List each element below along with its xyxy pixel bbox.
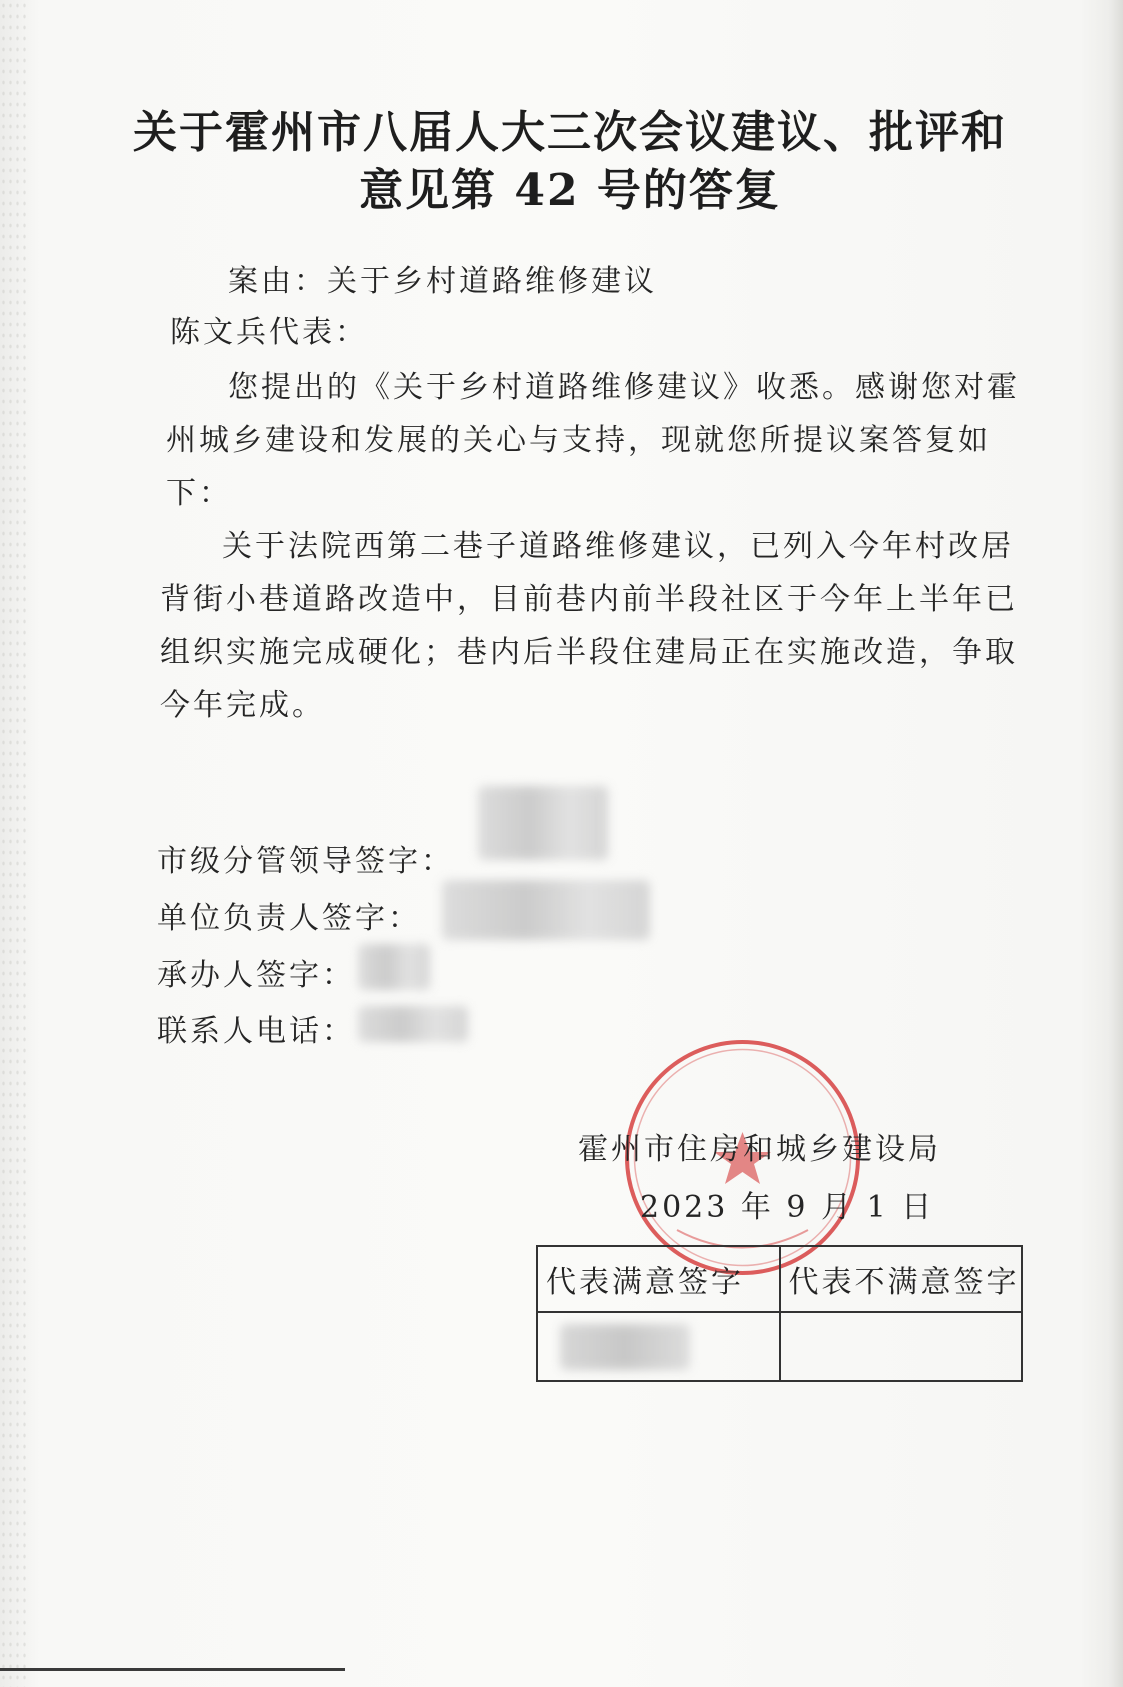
city-leader-signature-label: 市级分管领导签字： — [157, 844, 454, 879]
document-title-line-2: 意见第 42 号的答复 — [359, 165, 781, 216]
unsatisfied-signature-header: 代表不满意签字 — [780, 1246, 1023, 1312]
satisfied-signature-cell — [537, 1312, 780, 1381]
redacted-signature — [478, 786, 608, 860]
case-subject: 案由：关于乡村道路维修建议 — [228, 264, 657, 299]
redacted-signature — [358, 944, 430, 990]
page-edge — [1109, 0, 1123, 1687]
satisfied-signature-header: 代表满意签字 — [537, 1246, 780, 1312]
body-paragraph-2-line-3: 组织实施完成硬化；巷内后半段住建局正在实施改造，争取 — [160, 635, 1018, 670]
body-paragraph-2-line-1: 关于法院西第二巷子道路维修建议，已列入今年村改居 — [222, 529, 1014, 564]
scan-noise — [0, 0, 28, 1687]
handler-signature-label: 承办人签字： — [157, 958, 355, 993]
body-paragraph-1-line-1: 您提出的《关于乡村道路维修建议》收悉。感谢您对霍 — [228, 370, 1020, 405]
redacted-signature — [560, 1324, 690, 1370]
body-paragraph-2-line-4: 今年完成。 — [160, 688, 325, 723]
bottom-rule — [0, 1668, 345, 1671]
redacted-signature — [442, 880, 650, 940]
body-paragraph-1-line-2: 州城乡建设和发展的关心与支持，现就您所提议案答复如 — [166, 423, 991, 458]
feedback-signature-table — [536, 1245, 1023, 1382]
body-paragraph-2-line-2: 背街小巷道路改造中，目前巷内前半段社区于今年上半年已 — [160, 582, 1018, 617]
unsatisfied-signature-cell — [780, 1312, 1023, 1381]
issue-date: 2023 年 9 月 1 日 — [640, 1190, 935, 1225]
body-paragraph-1-line-3: 下： — [166, 476, 232, 511]
issuing-authority: 霍州市住房和城乡建设局 — [578, 1132, 941, 1167]
document-title-line-1: 关于霍州市八届人大三次会议建议、批评和 — [133, 107, 1007, 158]
contact-phone-label: 联系人电话： — [157, 1014, 355, 1049]
redacted-phone-number — [358, 1006, 468, 1042]
unit-head-signature-label: 单位负责人签字： — [157, 901, 421, 936]
addressee: 陈文兵代表： — [170, 315, 368, 350]
